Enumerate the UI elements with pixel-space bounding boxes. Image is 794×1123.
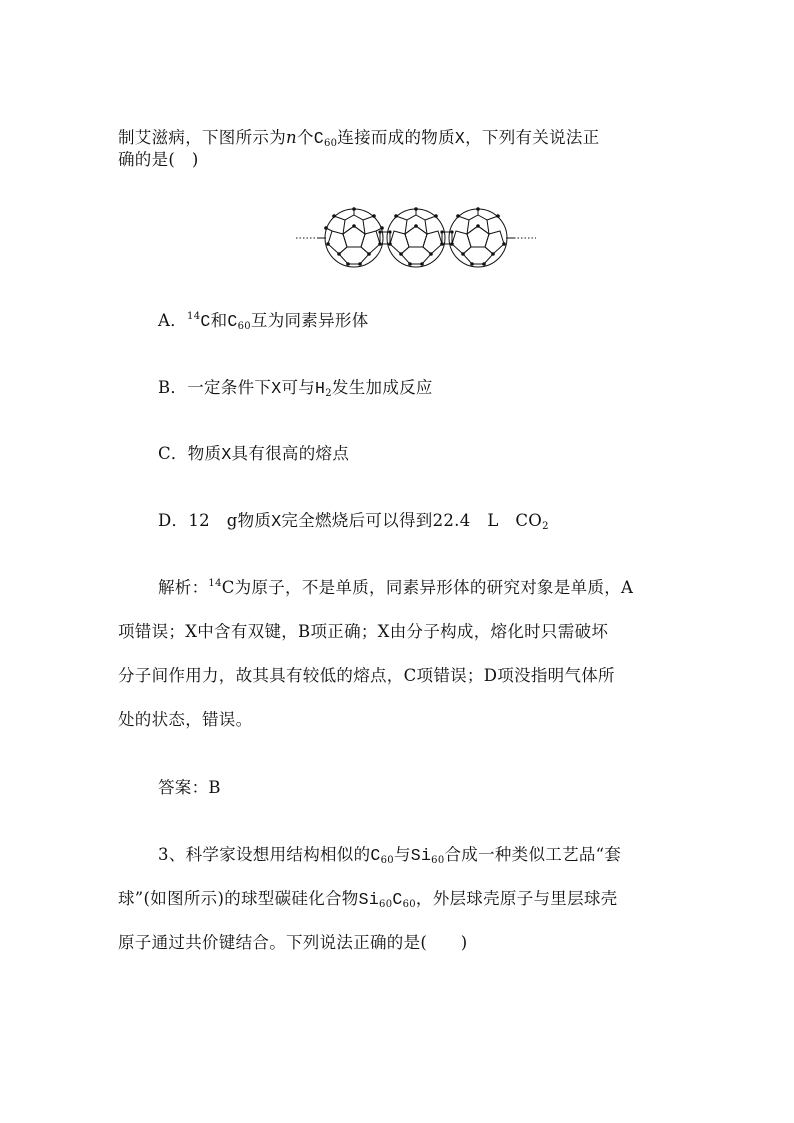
analysis-line-1: 解析：$^{14}$C为原子，不是单质，同素异形体的研究对象是单质，A [158,578,634,597]
q2-stem-line-2: 确的是( ) [118,150,199,169]
analysis-line-2: 项错误；X中含有双键，B项正确；X由分子构成，熔化时只需破坏 [118,622,609,641]
option-c: C．物质X具有很高的熔点 [158,444,350,464]
option-d: D．12 g物质X完全燃烧后可以得到22.4 L $CO_2$ [158,511,549,532]
c60-chain-figure [296,206,536,270]
q3-line-3: 原子通过共价键结合。下列说法正确的是( ) [118,933,468,952]
answer-line: 答案：B [158,778,221,797]
q3-line-2: 球”(如图所示)的球型碳硅化合物$Si_{60}C_{60}$，外层球壳原子与里层球壳 [118,889,618,910]
option-a: A．$^{14}$C和$C_{60}$互为同素异形体 [158,311,369,332]
option-b: B．一定条件下X可与$H_2$发生加成反应 [158,378,433,399]
q2-stem-line-1: 制艾滋病，下图所示为n个$C_{60}$连接而成的物质X，下列有关说法正 [118,128,600,149]
q3-line-1: 3、科学家设想用结构相似的$C_{60}$与$Si_{60}$合成一种类似工艺品“套 [158,845,622,866]
analysis-line-3: 分子间作用力，故其具有较低的熔点，C项错误；D项没指明气体所 [118,666,615,685]
analysis-line-4: 处的状态，错误。 [118,710,253,729]
